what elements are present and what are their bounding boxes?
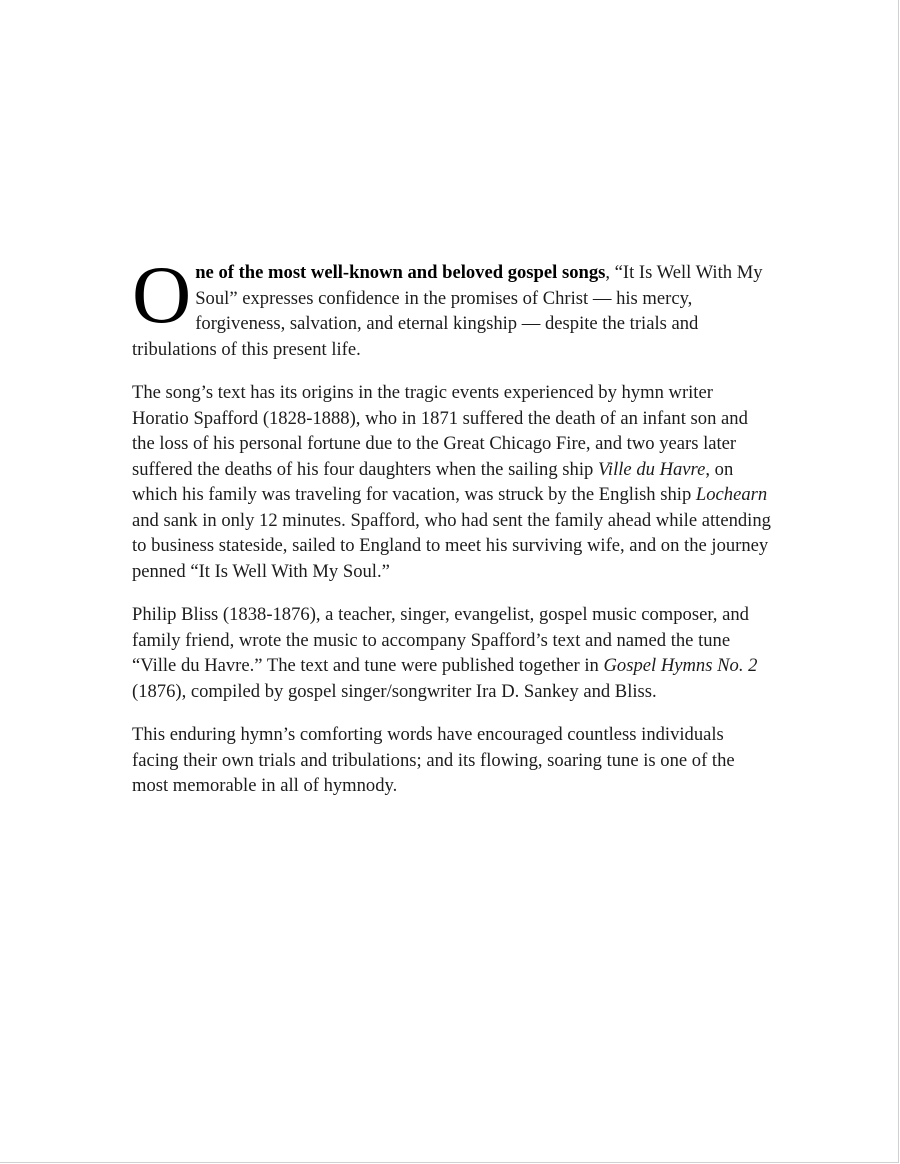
paragraph-intro: [132, 249, 772, 362]
music-text-part-1: Philip Bliss (1838-1876), a teacher, singer, evangelist, gospel music composer, and family friend, wrote the music to accompany Spafford’s text and named the tune “Ville du Havre.” The text and tune were published together in: [132, 604, 749, 676]
ship-name-lochearn: Lochearn: [695, 484, 768, 505]
article-body: [132, 249, 772, 817]
closing-text: This enduring hymn’s comforting words have encouraged countless individuals facing their own trials and tribulations; and its flowing, soaring tune is one of the most memorable in all of hymnody.: [132, 724, 735, 796]
origins-text-part-2: , on which his family was traveling for vacation, was struck by the English ship: [132, 458, 734, 505]
drop-cap-letter: O: [132, 249, 192, 340]
paragraph-music: [132, 602, 772, 704]
book-title: Gospel Hymns No. 2: [603, 655, 758, 676]
paragraph-origins: [132, 380, 772, 584]
origins-text-part-1: The song’s text has its origins in the tragic events experienced by hymn writer Horatio Spafford (1828-1888), who in 1871 suffered the death of an infant son and the loss of his personal fortune due to the Great Chicago Fire, and two years later suffered the deaths of his four daughters when the sailing ship: [132, 382, 748, 480]
lead-in-bold-text: ne of the most well-known and beloved gospel songs: [195, 262, 606, 283]
paragraph-closing: [132, 722, 772, 799]
origins-text-part-3: and sank in only 12 minutes. Spafford, who had sent the family ahead while attending to business stateside, sailed to England to meet his surviving wife, and on the journey penned “It Is Well With My Soul.”: [132, 509, 771, 582]
ship-name-ville-du-havre: Ville du Havre: [597, 458, 706, 480]
music-text-part-2: (1876), compiled by gospel singer/songwriter Ira D. Sankey and Bliss.: [132, 680, 657, 702]
intro-text: , “It Is Well With My Soul” expresses confidence in the promises of Christ — his mercy, forgiveness, salvation, and eternal kingship — despite the trials and tribulations of this present life.: [132, 262, 763, 360]
